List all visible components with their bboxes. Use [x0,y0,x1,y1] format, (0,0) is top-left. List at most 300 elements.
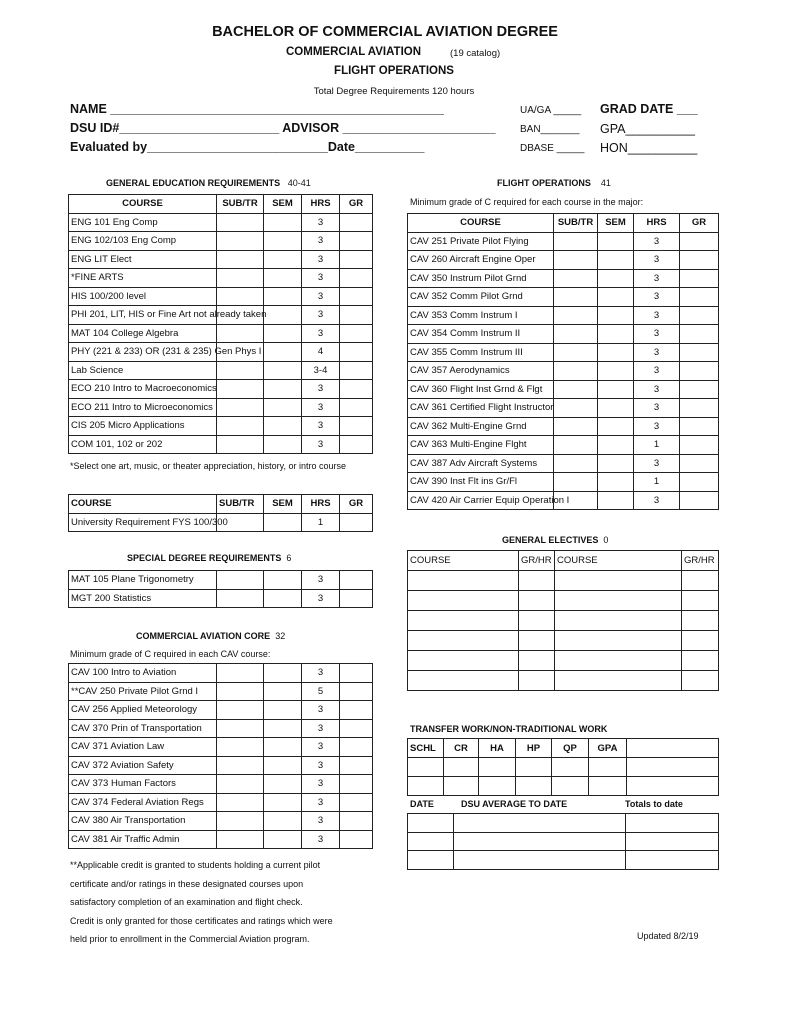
elective-cell[interactable] [408,591,519,611]
elective-cell[interactable] [408,611,519,631]
table-row [408,473,719,492]
hours-cell: 3 [302,664,340,683]
course-name: CAV 373 Human Factors [69,775,217,794]
hours-cell: 3 [634,343,680,362]
elective-cell[interactable] [519,651,555,671]
column-header: SEM [264,195,302,214]
grade-cell[interactable] [680,491,719,510]
sub-tr-cell[interactable] [217,324,264,343]
course-name: CAV 353 Comm Instrum I [408,306,554,325]
sem-cell[interactable] [264,830,302,849]
sub-tr-cell[interactable] [217,775,264,794]
hours-cell: 3 [302,306,340,325]
hours-cell: 3 [634,288,680,307]
table-row [408,832,719,851]
grade-cell[interactable] [340,756,373,775]
elective-cell[interactable] [682,591,719,611]
average-label: DSU AVERAGE TO DATE [461,799,568,809]
elective-cell[interactable] [555,611,682,631]
totals-cell[interactable] [454,814,626,833]
sem-cell[interactable] [598,288,634,307]
hours-cell: 3 [302,756,340,775]
totals-cell[interactable] [626,851,719,870]
sem-cell[interactable] [264,287,302,306]
grad-date-field[interactable]: GRAD DATE ___ [600,102,698,116]
sem-cell[interactable] [264,361,302,380]
table-row [408,232,719,251]
course-name: University Requirement FYS 100/300 [69,513,217,532]
grade-cell[interactable] [680,269,719,288]
sub-tr-cell[interactable] [554,380,598,399]
hours-cell: 3 [302,775,340,794]
totals-cell[interactable] [408,851,454,870]
core-title: COMMERCIAL AVIATION CORE 32 [136,631,286,641]
table-row [69,213,373,232]
elective-cell[interactable] [682,671,719,691]
elective-cell[interactable] [682,611,719,631]
hours-cell: 3 [634,325,680,344]
sem-cell[interactable] [264,380,302,399]
column-header: GR [340,195,373,214]
transfer-cell[interactable] [479,777,516,796]
elective-cell[interactable] [555,571,682,591]
sem-cell[interactable] [264,213,302,232]
table-row [69,380,373,399]
elective-cell[interactable] [555,591,682,611]
university-table [68,494,373,532]
grade-cell[interactable] [340,380,373,399]
sem-cell[interactable] [598,436,634,455]
course-name: CAV 381 Air Traffic Admin [69,830,217,849]
table-row [408,591,719,611]
hours-cell: 3 [634,306,680,325]
course-name: ECO 211 Intro to Microeconomics [69,398,217,417]
column-header: COURSE [408,214,554,233]
elective-cell[interactable] [555,671,682,691]
grade-cell[interactable] [340,793,373,812]
elective-cell[interactable] [682,571,719,591]
column-header: COURSE [408,551,519,571]
course-name: CAV 100 Intro to Aviation [69,664,217,683]
grade-cell[interactable] [680,325,719,344]
course-name: CAV 371 Aviation Law [69,738,217,757]
sub-tr-cell[interactable] [217,213,264,232]
hours-cell: 3 [302,571,340,590]
sub-tr-cell[interactable] [554,306,598,325]
sem-cell[interactable] [264,324,302,343]
grade-cell[interactable] [340,589,373,608]
grade-cell[interactable] [340,250,373,269]
sub-tr-cell[interactable] [554,417,598,436]
core-note-line: Credit is only granted for those certificates and ratings which were [70,915,333,926]
table-row [408,611,719,631]
grade-cell[interactable] [340,287,373,306]
sem-cell[interactable] [264,682,302,701]
grade-cell[interactable] [340,775,373,794]
table-row [69,250,373,269]
course-name: CAV 370 Prin of Transportation [69,719,217,738]
table-row [69,719,373,738]
table-row [408,851,719,870]
sub-tr-cell[interactable] [554,436,598,455]
course-name: Lab Science [69,361,217,380]
sub-tr-cell[interactable] [554,362,598,381]
sub-tr-cell[interactable] [217,250,264,269]
column-header: HP [516,739,552,758]
elective-cell[interactable] [408,571,519,591]
sub-tr-cell[interactable] [217,664,264,683]
course-name: CAV 362 Multi-Engine Grnd [408,417,554,436]
hours-cell: 3 [302,324,340,343]
hours-cell: 5 [302,682,340,701]
sub-tr-cell[interactable] [217,812,264,831]
sub-tr-cell[interactable] [217,269,264,288]
table-row [69,682,373,701]
column-header: GR/HR [682,551,719,571]
totals-cell[interactable] [454,851,626,870]
table-row [408,269,719,288]
hours-cell: 3 [634,380,680,399]
grade-cell[interactable] [680,288,719,307]
sem-cell[interactable] [598,362,634,381]
table-row [69,361,373,380]
transfer-title: TRANSFER WORK/NON-TRADITIONAL WORK [410,724,608,734]
table-row [69,756,373,775]
sub-tr-cell[interactable] [554,232,598,251]
course-name: CAV 372 Aviation Safety [69,756,217,775]
grade-cell[interactable] [340,324,373,343]
grade-cell[interactable] [340,213,373,232]
column-header: GR [680,214,719,233]
sem-cell[interactable] [598,473,634,492]
electives-title: GENERAL ELECTIVES 0 [502,535,609,545]
transfer-cell[interactable] [516,777,552,796]
column-header: QP [552,739,589,758]
grade-cell[interactable] [340,571,373,590]
grade-cell[interactable] [340,306,373,325]
grade-cell[interactable] [340,812,373,831]
table-row [408,343,719,362]
grade-cell[interactable] [340,664,373,683]
sub-tr-cell[interactable] [217,793,264,812]
grade-cell[interactable] [340,361,373,380]
sem-cell[interactable] [598,306,634,325]
sem-cell[interactable] [598,325,634,344]
hours-cell: 4 [302,343,340,362]
sem-cell[interactable] [264,232,302,251]
elective-cell[interactable] [408,651,519,671]
ban-field[interactable]: BAN_______ [520,124,580,135]
grade-cell[interactable] [340,719,373,738]
transfer-cell[interactable] [552,758,589,777]
core-note-line: held prior to enrollment in the Commercial Aviation program. [70,934,310,945]
sem-cell[interactable] [264,775,302,794]
hours-cell: 3 [302,287,340,306]
table-row [408,380,719,399]
sem-cell[interactable] [264,812,302,831]
sem-cell[interactable] [264,738,302,757]
transfer-cell[interactable] [408,758,444,777]
sem-cell[interactable] [598,269,634,288]
hours-cell: 1 [634,436,680,455]
sub-tr-cell[interactable] [554,343,598,362]
sem-cell[interactable] [264,793,302,812]
course-name: CAV 354 Comm Instrum II [408,325,554,344]
hours-cell: 3 [634,454,680,473]
table-row [69,269,373,288]
sem-cell[interactable] [264,571,302,590]
totals-cell[interactable] [408,832,454,851]
dbase-field[interactable]: DBASE _____ [520,143,585,154]
sem-cell[interactable] [264,756,302,775]
grade-cell[interactable] [340,417,373,436]
transfer-cell[interactable] [589,777,627,796]
sem-cell[interactable] [264,417,302,436]
sub-tr-cell[interactable] [217,589,264,608]
sem-cell[interactable] [264,435,302,454]
sem-cell[interactable] [598,343,634,362]
sem-cell[interactable] [598,251,634,270]
hours-cell: 3 [302,589,340,608]
elective-cell[interactable] [519,571,555,591]
gpa-field[interactable]: GPA__________ [600,122,695,136]
transfer-cell[interactable] [444,758,479,777]
sub-tr-cell[interactable] [217,232,264,251]
sub-tr-cell[interactable] [217,830,264,849]
column-header: HA [479,739,516,758]
table-row [69,664,373,683]
sem-cell[interactable] [264,513,302,532]
transfer-cell[interactable] [627,739,719,758]
sub-tr-cell[interactable] [554,288,598,307]
sub-tr-cell[interactable] [217,682,264,701]
hours-cell: 3 [302,812,340,831]
core-note-line: **Applicable credit is granted to students holding a current pilot [70,860,321,870]
sub-tr-cell[interactable] [217,719,264,738]
sub-tr-cell[interactable] [217,435,264,454]
sub-tr-cell[interactable] [217,380,264,399]
course-name: PHI 201, LIT, HIS or Fine Art not already taken [69,306,217,325]
sub-tr-cell[interactable] [554,269,598,288]
transfer-cell[interactable] [444,777,479,796]
grade-cell[interactable] [680,454,719,473]
course-name: PHY (221 & 233) OR (231 & 235) Gen Phys I [69,343,217,362]
sub-tr-cell[interactable] [554,325,598,344]
table-row [408,251,719,270]
core-subtitle: Minimum grade of C required in each CAV course: [70,649,271,659]
elective-cell[interactable] [519,631,555,651]
course-name: **CAV 250 Private Pilot Grnd I [69,682,217,701]
sub-tr-cell[interactable] [217,361,264,380]
table-row [69,435,373,454]
totals-cell[interactable] [626,814,719,833]
name-field[interactable]: NAME ________________________________________________ [70,102,444,116]
course-name: *FINE ARTS [69,269,217,288]
grade-cell[interactable] [680,343,719,362]
grade-cell[interactable] [680,362,719,381]
sem-cell[interactable] [598,417,634,436]
column-header: SUB/TR [217,495,264,514]
hours-cell: 3 [634,417,680,436]
sem-cell[interactable] [264,589,302,608]
sem-cell[interactable] [598,491,634,510]
course-name: MGT 200 Statistics [69,589,217,608]
grade-cell[interactable] [680,436,719,455]
totals-cell[interactable] [454,832,626,851]
totals-cell[interactable] [408,814,454,833]
course-name: ENG 101 Eng Comp [69,213,217,232]
elective-cell[interactable] [408,671,519,691]
transfer-cell[interactable] [516,758,552,777]
elective-cell[interactable] [682,631,719,651]
transfer-cell[interactable] [589,758,627,777]
transfer-cell[interactable] [479,758,516,777]
table-header-row [69,495,373,514]
table-header-row [69,195,373,214]
course-name: COM 101, 102 or 202 [69,435,217,454]
transfer-cell[interactable] [627,777,719,796]
gen-ed-note: *Select one art, music, or theater appreciation, history, or intro course [70,461,346,471]
grade-cell[interactable] [680,251,719,270]
evaluated-by-field[interactable]: Evaluated by__________________________Date__________ [70,140,425,154]
table-row [69,830,373,849]
table-row [69,513,373,532]
special-table [68,570,373,608]
grade-cell[interactable] [340,682,373,701]
elective-cell[interactable] [555,631,682,651]
table-row [69,287,373,306]
hours-cell: 3 [634,399,680,418]
totals-table [407,813,719,870]
hours-cell: 3 [302,701,340,720]
table-row [69,343,373,362]
table-row [69,793,373,812]
course-name: ECO 210 Intro to Macroeconomics [69,380,217,399]
grade-cell[interactable] [340,738,373,757]
column-header: GR/HR [519,551,555,571]
sem-cell[interactable] [264,701,302,720]
sem-cell[interactable] [598,399,634,418]
sub-tr-cell[interactable] [217,738,264,757]
sub-tr-cell[interactable] [554,473,598,492]
hours-cell: 3 [302,435,340,454]
sem-cell[interactable] [598,232,634,251]
course-name: CAV 350 Instrum Pilot Grnd [408,269,554,288]
hours-cell: 3 [302,269,340,288]
sub-tr-cell[interactable] [217,287,264,306]
concentration-name: FLIGHT OPERATIONS [334,65,454,77]
sem-cell[interactable] [264,343,302,362]
sub-tr-cell[interactable] [217,398,264,417]
table-row [408,571,719,591]
elective-cell[interactable] [519,671,555,691]
sem-cell[interactable] [264,250,302,269]
core-notes [70,856,333,949]
sub-tr-cell[interactable] [217,701,264,720]
grade-cell[interactable] [340,830,373,849]
table-row [408,777,719,796]
column-header: HRS [634,214,680,233]
sem-cell[interactable] [598,454,634,473]
program-name: COMMERCIAL AVIATION [286,46,422,58]
flight-ops-table [407,213,719,510]
sub-tr-cell[interactable] [217,756,264,775]
elective-cell[interactable] [682,651,719,671]
transfer-cell[interactable] [552,777,589,796]
grade-cell[interactable] [340,269,373,288]
grade-cell[interactable] [340,701,373,720]
table-row [408,454,719,473]
uaga-field[interactable]: UA/GA _____ [520,105,582,116]
hon-field[interactable]: HON__________ [600,141,698,155]
sem-cell[interactable] [264,269,302,288]
gen-ed-table [68,194,373,454]
table-row [69,812,373,831]
hours-cell: 3 [302,398,340,417]
table-row [408,671,719,691]
elective-cell[interactable] [408,631,519,651]
sem-cell[interactable] [264,398,302,417]
core-note-line: certificate and/or ratings in these designated courses upon [70,878,304,889]
grade-cell[interactable] [340,513,373,532]
grade-cell[interactable] [680,306,719,325]
transfer-cell[interactable] [627,758,719,777]
totals-cell[interactable] [626,832,719,851]
grade-cell[interactable] [680,232,719,251]
grade-cell[interactable] [340,232,373,251]
grade-cell[interactable] [680,399,719,418]
table-row [408,325,719,344]
hours-cell: 3 [302,213,340,232]
hours-cell: 3 [302,793,340,812]
grade-cell[interactable] [680,417,719,436]
grade-cell[interactable] [680,380,719,399]
course-name: CIS 205 Micro Applications [69,417,217,436]
table-row [408,551,719,571]
course-name: CAV 420 Air Carrier Equip Operation I [408,491,554,510]
grade-cell[interactable] [680,473,719,492]
course-name: CAV 355 Comm Instrum III [408,343,554,362]
sub-tr-cell[interactable] [554,399,598,418]
elective-cell[interactable] [519,611,555,631]
hours-cell: 3 [302,417,340,436]
sub-tr-cell[interactable] [554,251,598,270]
gen-ed-title: GENERAL EDUCATION REQUIREMENTS 40-41 [106,178,311,188]
course-name: CAV 256 Applied Meteorology [69,701,217,720]
sem-cell[interactable] [264,664,302,683]
flight-ops-subtitle: Minimum grade of C required for each course in the major: [410,197,644,207]
sem-cell[interactable] [598,380,634,399]
table-row [69,589,373,608]
sub-tr-cell[interactable] [217,571,264,590]
column-header: SUB/TR [554,214,598,233]
sub-tr-cell[interactable] [217,417,264,436]
sub-tr-cell[interactable] [554,454,598,473]
transfer-cell[interactable] [408,777,444,796]
sem-cell[interactable] [264,719,302,738]
elective-cell[interactable] [519,591,555,611]
course-name: MAT 104 College Algebra [69,324,217,343]
id-advisor-field[interactable]: DSU ID#_______________________ ADVISOR ______________________ [70,121,496,135]
course-name: ENG LIT Elect [69,250,217,269]
electives-table [407,550,719,691]
grade-cell[interactable] [340,343,373,362]
elective-cell[interactable] [555,651,682,671]
grade-cell[interactable] [340,435,373,454]
column-header: COURSE [555,551,682,571]
grade-cell[interactable] [340,398,373,417]
sem-cell[interactable] [264,306,302,325]
